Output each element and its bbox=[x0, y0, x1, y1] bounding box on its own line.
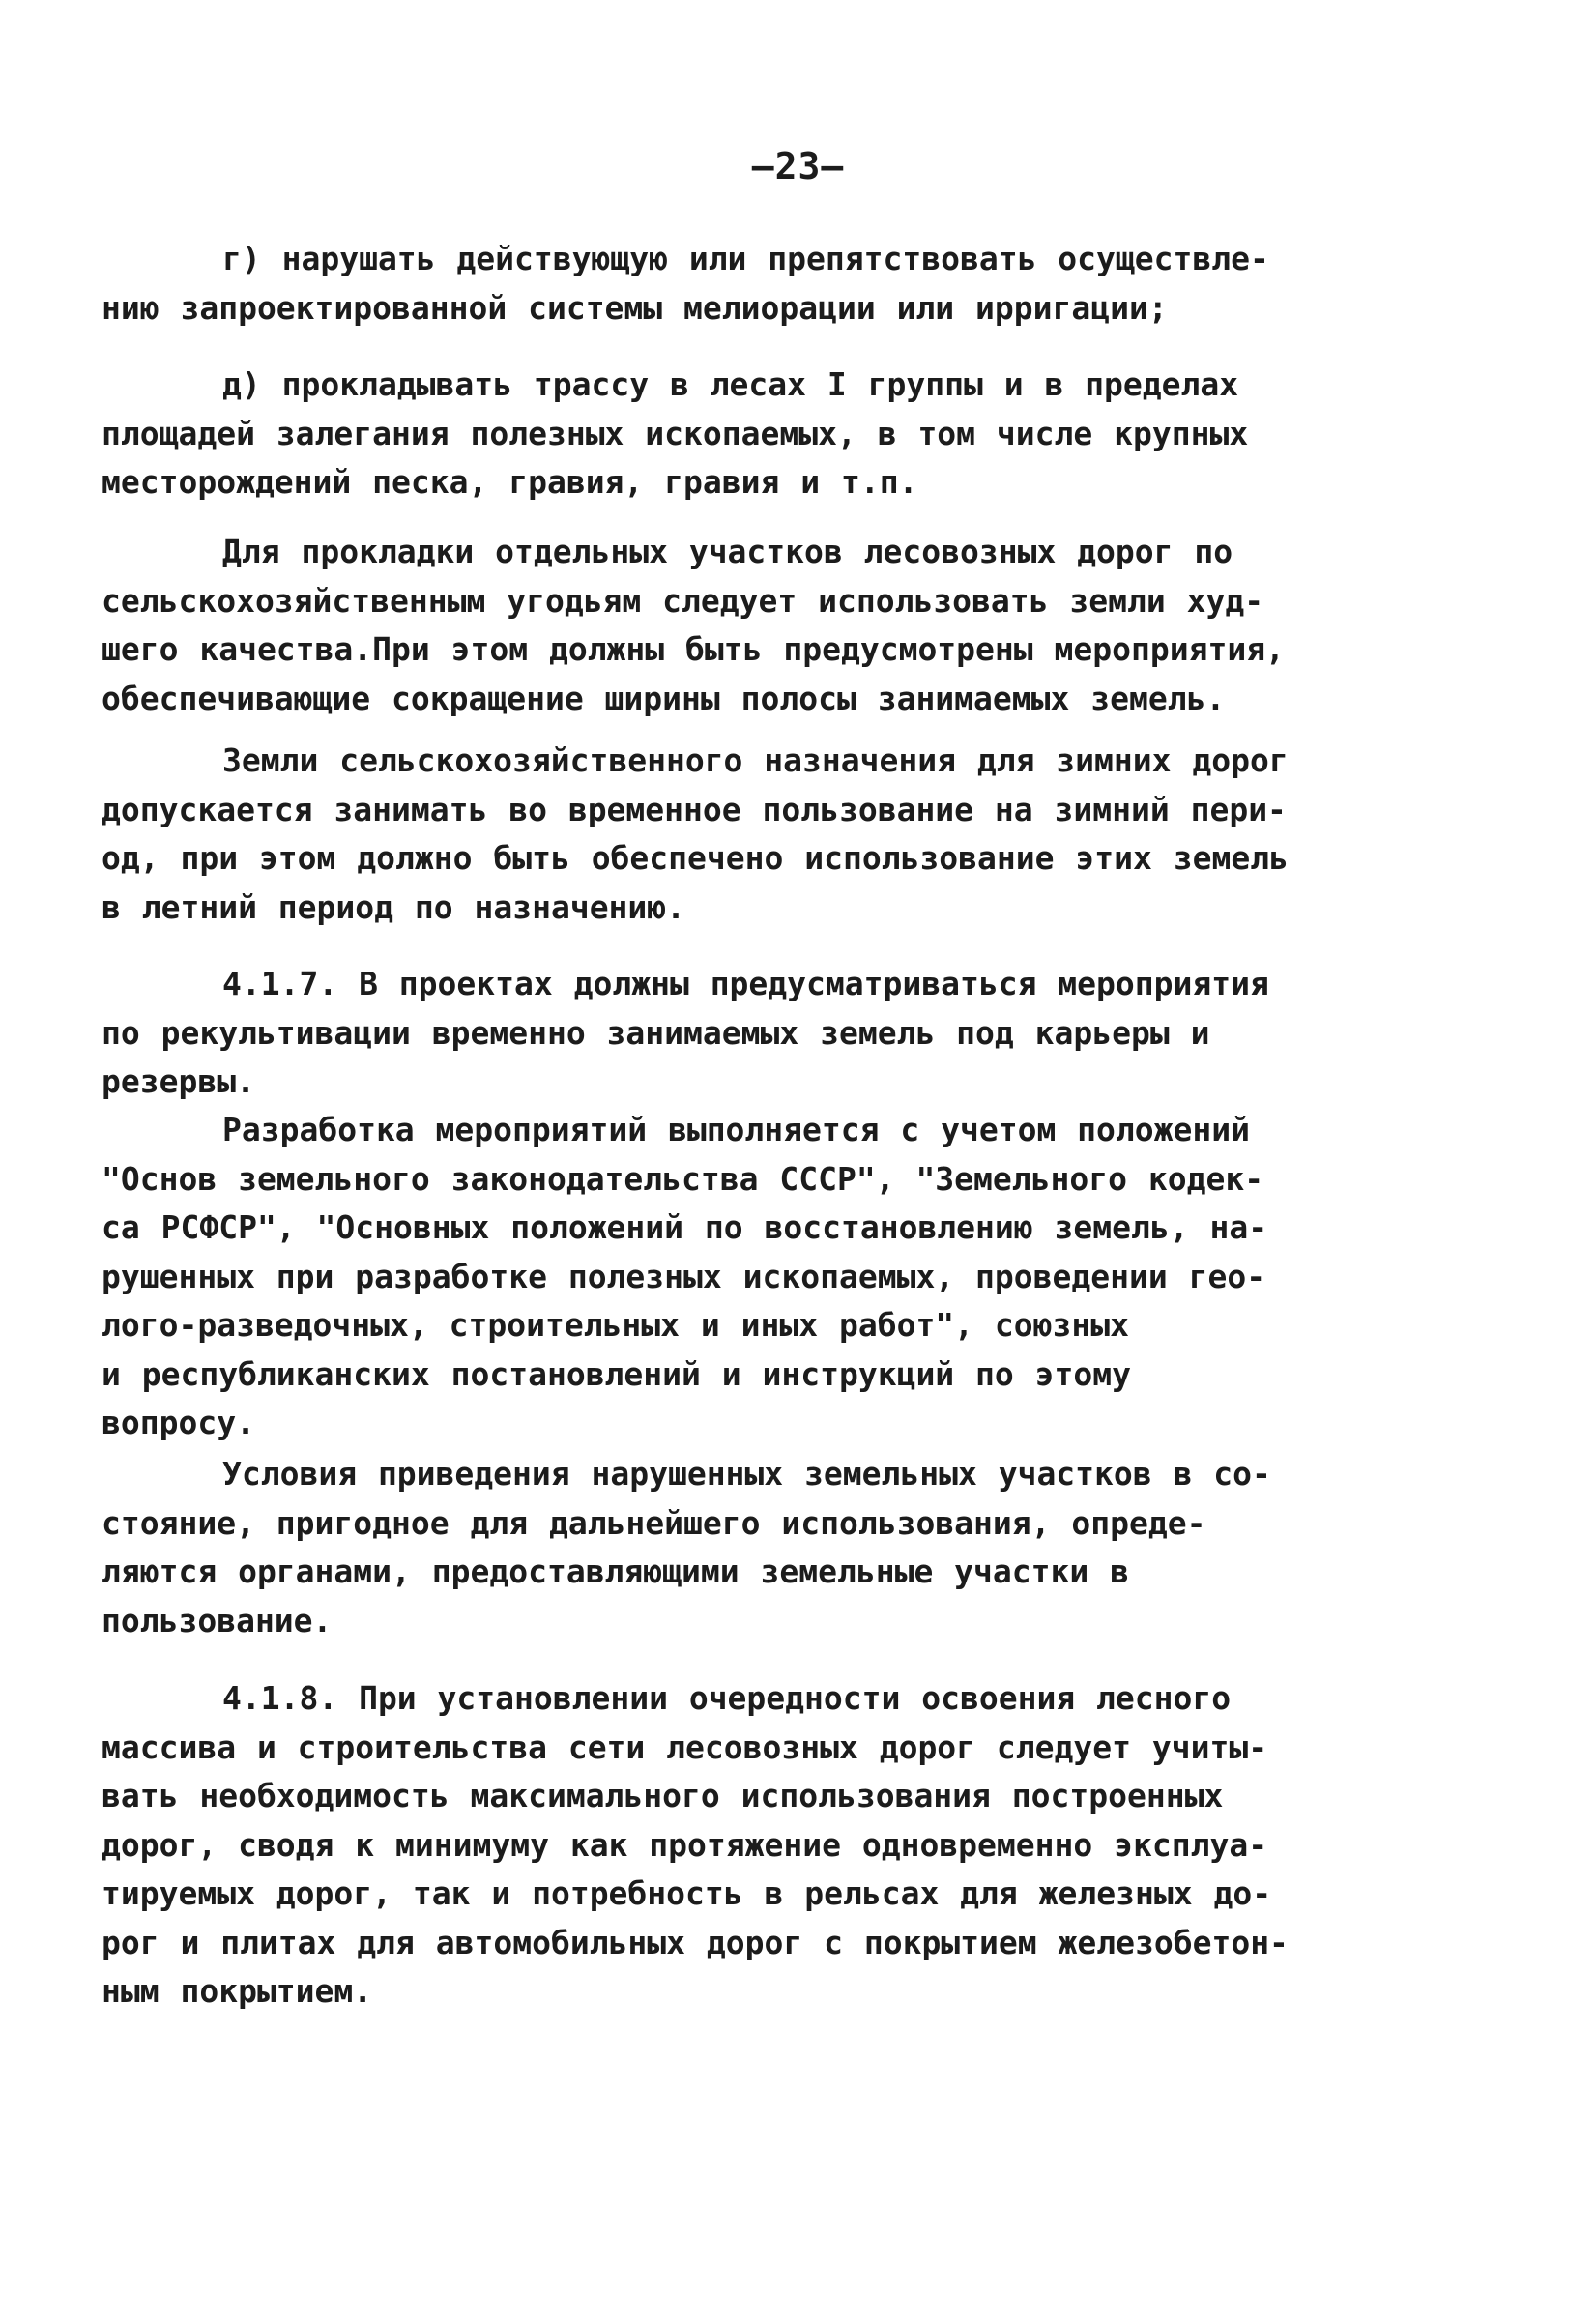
text-line: площадей залегания полезных ископаемых, в том числе крупных bbox=[102, 414, 1249, 452]
paragraph-restoration-conditions bbox=[102, 1450, 1310, 1645]
text-line: Условия приведения нарушенных земельных участков в со- bbox=[222, 1455, 1271, 1493]
text-line: Для прокладки отдельных участков лесовозных дорог по bbox=[222, 533, 1233, 570]
text-line: лого-разведочных, строительных и иных работ", союзных bbox=[102, 1306, 1129, 1344]
section-4-1-8 bbox=[102, 1674, 1310, 2017]
paragraph-item-d bbox=[102, 361, 1310, 508]
text-line: допускается занимать во временное пользование на зимний пери- bbox=[102, 790, 1287, 828]
text-line: месторождений песка, гравия, гравия и т.п. bbox=[102, 463, 918, 501]
text-line: рог и плитах для автомобильных дорог с покрытием железобетон- bbox=[102, 1923, 1289, 1961]
paragraph-winter-roads bbox=[102, 737, 1310, 932]
text-line: тируемых дорог, так и потребность в рельсах для железных до- bbox=[102, 1874, 1272, 1912]
text-line: шего качества.При этом должны быть предусмотрены мероприятия, bbox=[102, 630, 1285, 668]
text-line: Земли сельскохозяйственного назначения для зимних дорог bbox=[222, 741, 1289, 779]
text-line: г) нарушать действующую или препятствовать осуществле- bbox=[222, 240, 1269, 277]
text-line: 4.1.8. При установлении очередности освоения лесного bbox=[222, 1679, 1232, 1717]
text-line: обеспечивающие сокращение ширины полосы занимаемых земель. bbox=[102, 679, 1226, 717]
text-line: сельскохозяйственным угодьям следует использовать земли худ- bbox=[102, 581, 1264, 620]
text-line: резервы. bbox=[102, 1062, 255, 1100]
text-line: в летний период по назначению. bbox=[102, 887, 686, 926]
text-line: дорог, сводя к минимуму как протяжение одновременно эксплуа- bbox=[102, 1825, 1268, 1864]
paragraph-development-of-measures bbox=[102, 1106, 1310, 1448]
text-line: и республиканских постановлений и инструкций по этому bbox=[102, 1354, 1131, 1393]
paragraph-agricultural-land bbox=[102, 528, 1310, 723]
text-line: ляются органами, предоставляющими земельные участки в bbox=[102, 1553, 1129, 1590]
text-line: массива и строительства сети лесовозных дорог следует учиты- bbox=[102, 1727, 1268, 1766]
paragraph-item-g bbox=[102, 235, 1310, 333]
section-4-1-7 bbox=[102, 960, 1310, 1107]
text-line: "Основ земельного законодательства СССР", "Земельного кодек- bbox=[102, 1159, 1264, 1198]
text-line: по рекультивации временно занимаемых земель под карьеры и bbox=[102, 1013, 1210, 1052]
text-line: ным покрытием. bbox=[102, 1972, 373, 2010]
text-line: стояние, пригодное для дальнейшего использования, опреде- bbox=[102, 1503, 1206, 1542]
text-line: вать необходимость максимального использования построенных bbox=[102, 1777, 1224, 1814]
text-line: Разработка мероприятий выполняется с учетом положений bbox=[222, 1111, 1250, 1148]
text-line: са РСФСР", "Основных положений по восстановлению земель, на- bbox=[102, 1208, 1268, 1246]
text-line: вопросу. bbox=[102, 1404, 255, 1441]
text-line: д) прокладывать трассу в лесах I группы и в пределах bbox=[222, 365, 1239, 403]
page-number: —23— bbox=[751, 145, 845, 188]
text-line: пользование. bbox=[102, 1601, 333, 1640]
text-line: од, при этом должно быть обеспечено использование этих земель bbox=[102, 839, 1289, 877]
text-line: рушенных при разработке полезных ископаемых, проведении гео- bbox=[102, 1257, 1266, 1295]
text-line: 4.1.7. В проектах должны предусматриваться мероприятия bbox=[222, 965, 1269, 1002]
text-line: нию запроектированной системы мелиорации или ирригации; bbox=[102, 288, 1168, 327]
